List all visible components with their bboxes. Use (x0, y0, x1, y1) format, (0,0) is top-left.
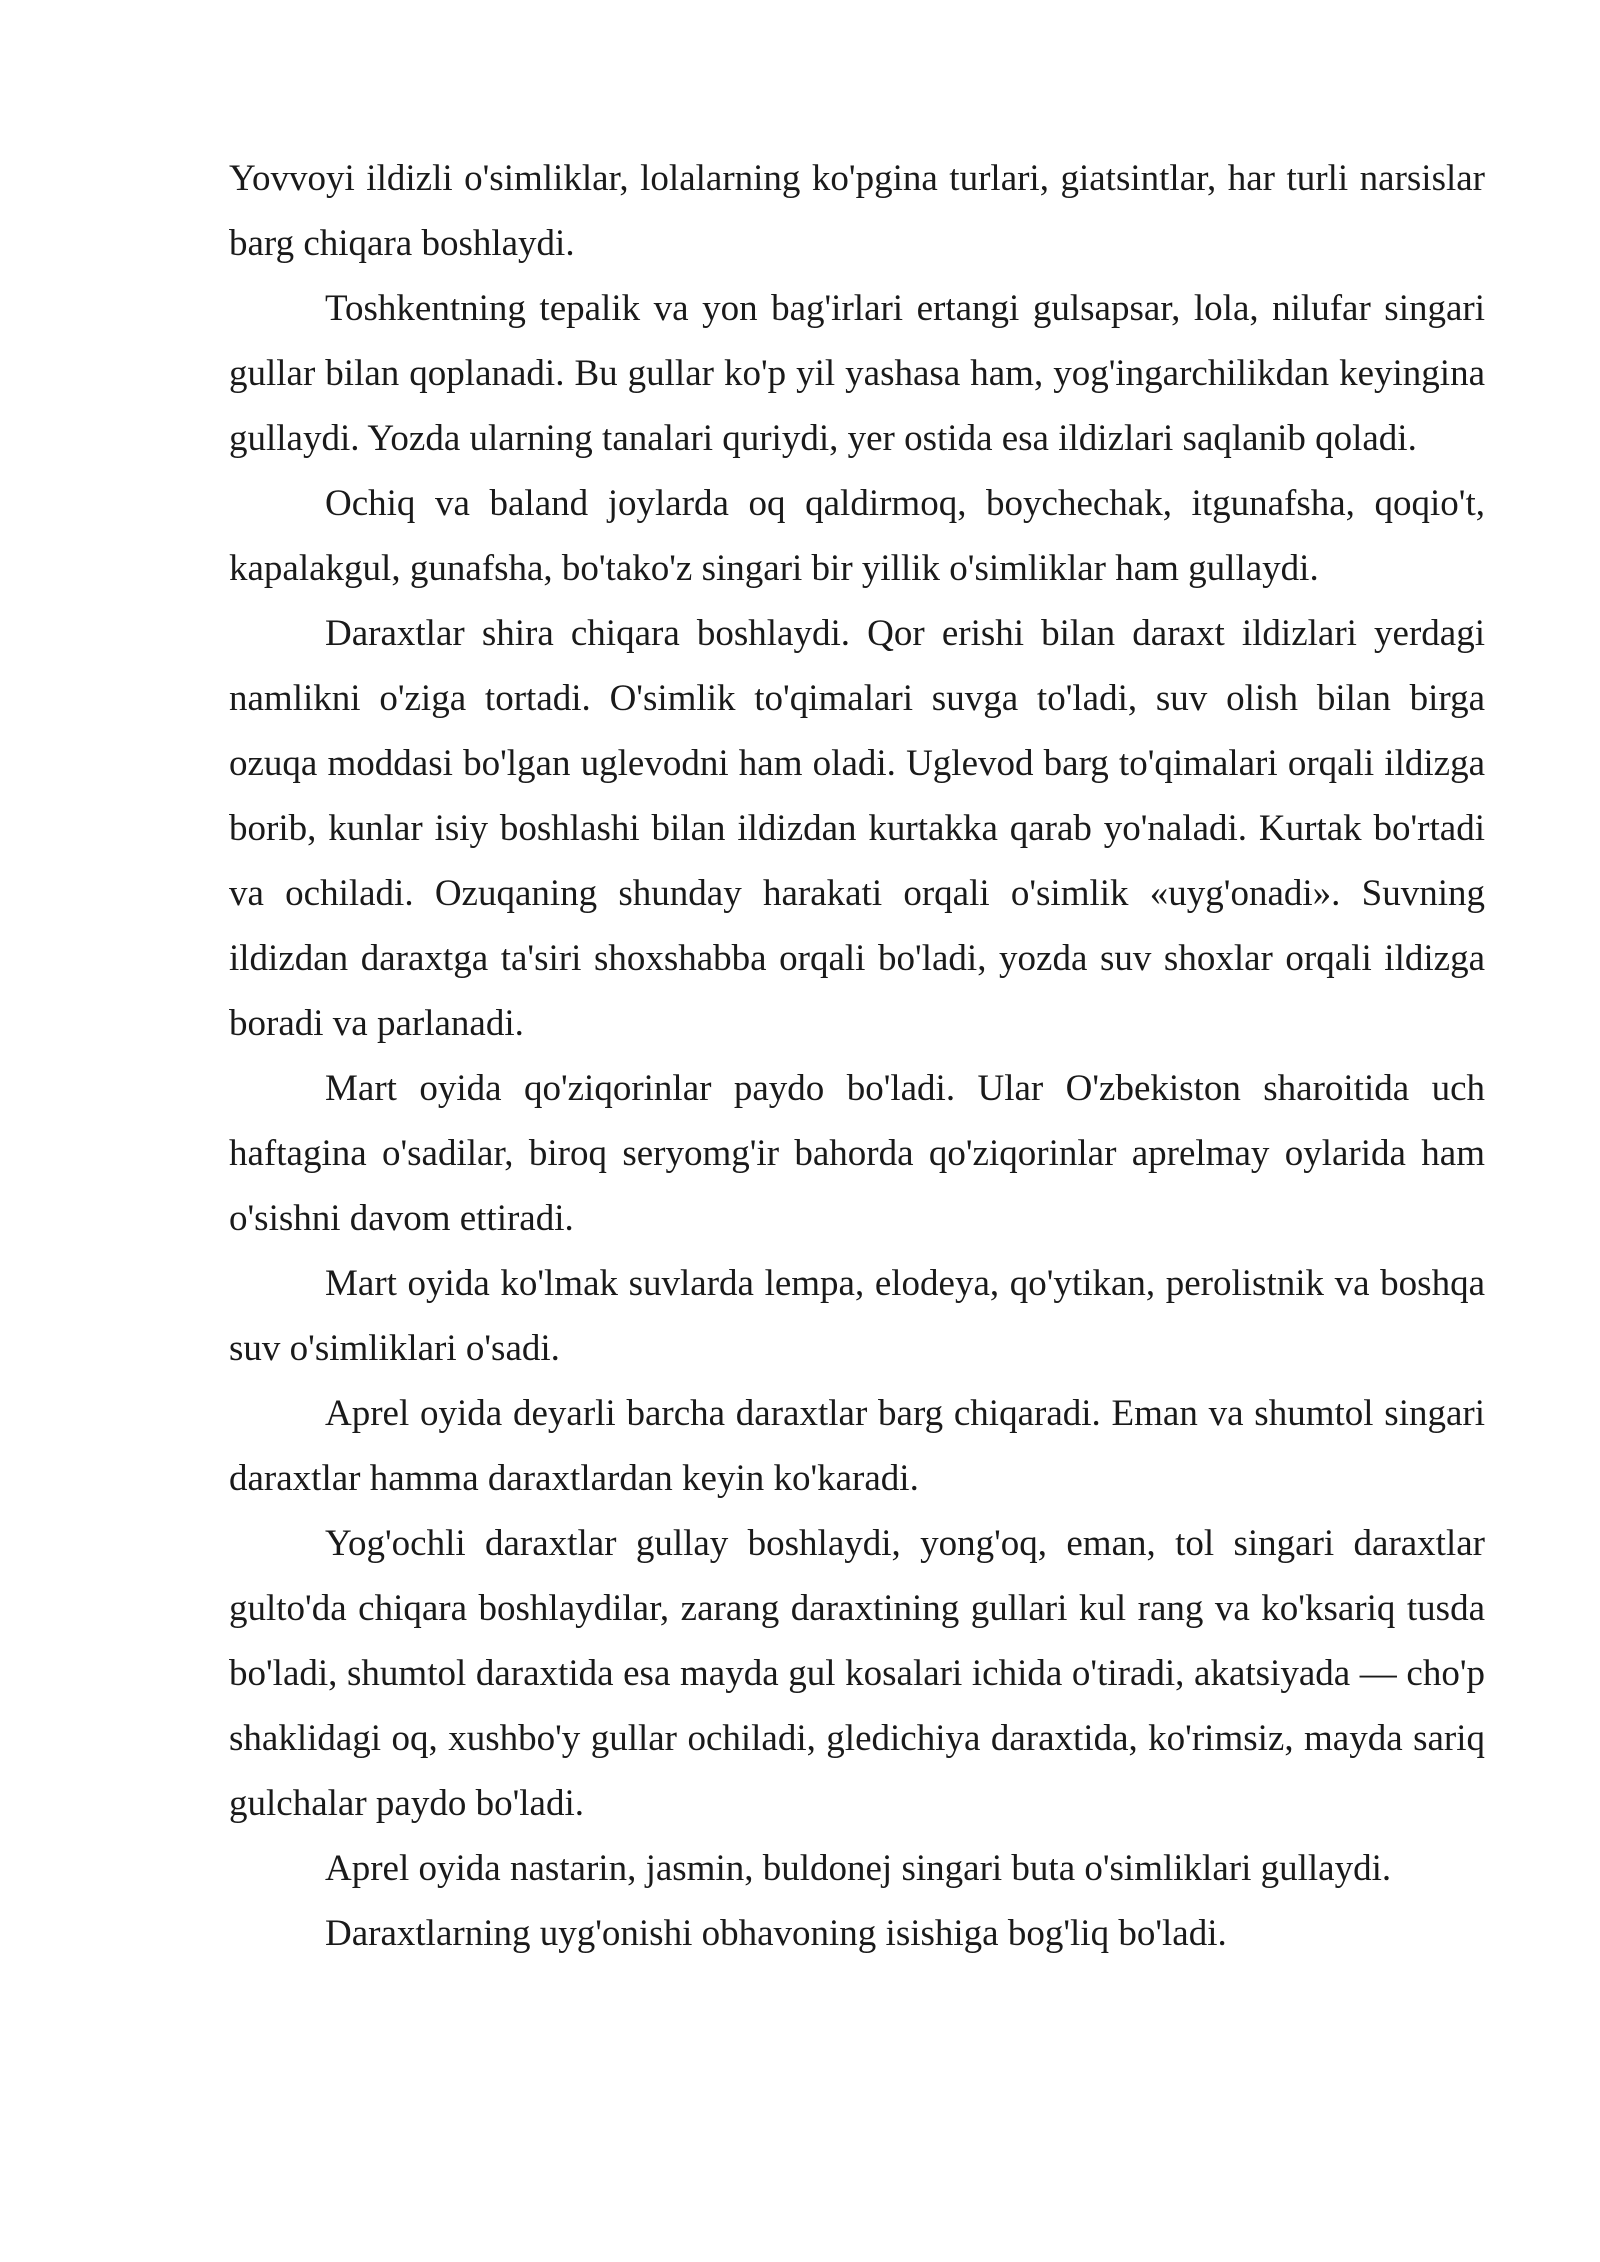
document-body (229, 146, 1485, 1966)
paragraph-4: Daraxtlar shira chiqara boshlaydi. Qor erishi bilan daraxt ildizlari yerdagi namlikni o'ziga tortadi. O'simlik to'qimalari suvga to'ladi, suv olish bilan birga ozuqa moddasi bo'lgan uglevodni ham oladi. Uglevod barg to'qimalari orqali ildizga borib, kunlar isiy boshlashi bilan ildizdan kurtakka qarab yo'naladi. Kurtak bo'rtadi va ochiladi. Ozuqaning shunday harakati orqali o'simlik «uyg'onadi». Suvning ildizdan daraxtga ta'siri shoxshabba orqali bo'ladi, yozda suv shoxlar orqali ildizga boradi va parlanadi. (229, 613, 1485, 1044)
paragraph-7: Aprel oyida deyarli barcha daraxtlar barg chiqaradi. Eman va shumtol singari daraxtlar hamma daraxtlardan keyin ko'karadi. (229, 1393, 1485, 1499)
paragraph-2: Toshkentning tepalik va yon bag'irlari ertangi gulsapsar, lola, nilufar singari gullar bilan qoplanadi. Bu gullar ko'p yil yashasa ham, yog'ingarchilikdan keyingina gullaydi. Yozda ularning tanalari quriydi, yer ostida esa ildizlari saqlanib qoladi. (229, 288, 1485, 459)
paragraph-8: Yog'ochli daraxtlar gullay boshlaydi, yong'oq, eman, tol singari daraxtlar gulto'da chiqara boshlaydilar, zarang daraxtining gullari kul rang va ko'ksariq tusda bo'ladi, shumtol daraxtida esa mayda gul kosalari ichida o'tiradi, akatsiyada — cho'p shaklidagi oq, xushbo'y gullar ochiladi, gledichiya daraxtida, ko'rimsiz, mayda sariq gulchalar paydo bo'ladi. (229, 1523, 1485, 1824)
paragraph-5: Mart oyida qo'ziqorinlar paydo bo'ladi. Ular O'zbekiston sharoitida uch haftagina o'sadilar, biroq seryomg'ir bahorda qo'ziqorinlar aprelmay oylarida ham o'sishni davom ettiradi. (229, 1068, 1485, 1239)
paragraph-1: Yovvoyi ildizli o'simliklar, lolalarning ko'pgina turlari, giatsintlar, har turli narsislar barg chiqara boshlaydi. (229, 158, 1485, 264)
paragraph-10: Daraxtlarning uyg'onishi obhavoning isishiga bog'liq bo'ladi. (325, 1913, 1227, 1954)
paragraph-9: Aprel oyida nastarin, jasmin, buldonej singari buta o'simliklari gullaydi. (325, 1848, 1392, 1889)
paragraph-3: Ochiq va baland joylarda oq qaldirmoq, boychechak, itgunafsha, qoqio't, kapalakgul, gunafsha, bo'tako'z singari bir yillik o'simliklar ham gullaydi. (229, 483, 1485, 589)
paragraph-6: Mart oyida ko'lmak suvlarda lempa, elodeya, qo'ytikan, perolistnik va boshqa suv o'simliklari o'sadi. (229, 1263, 1485, 1369)
